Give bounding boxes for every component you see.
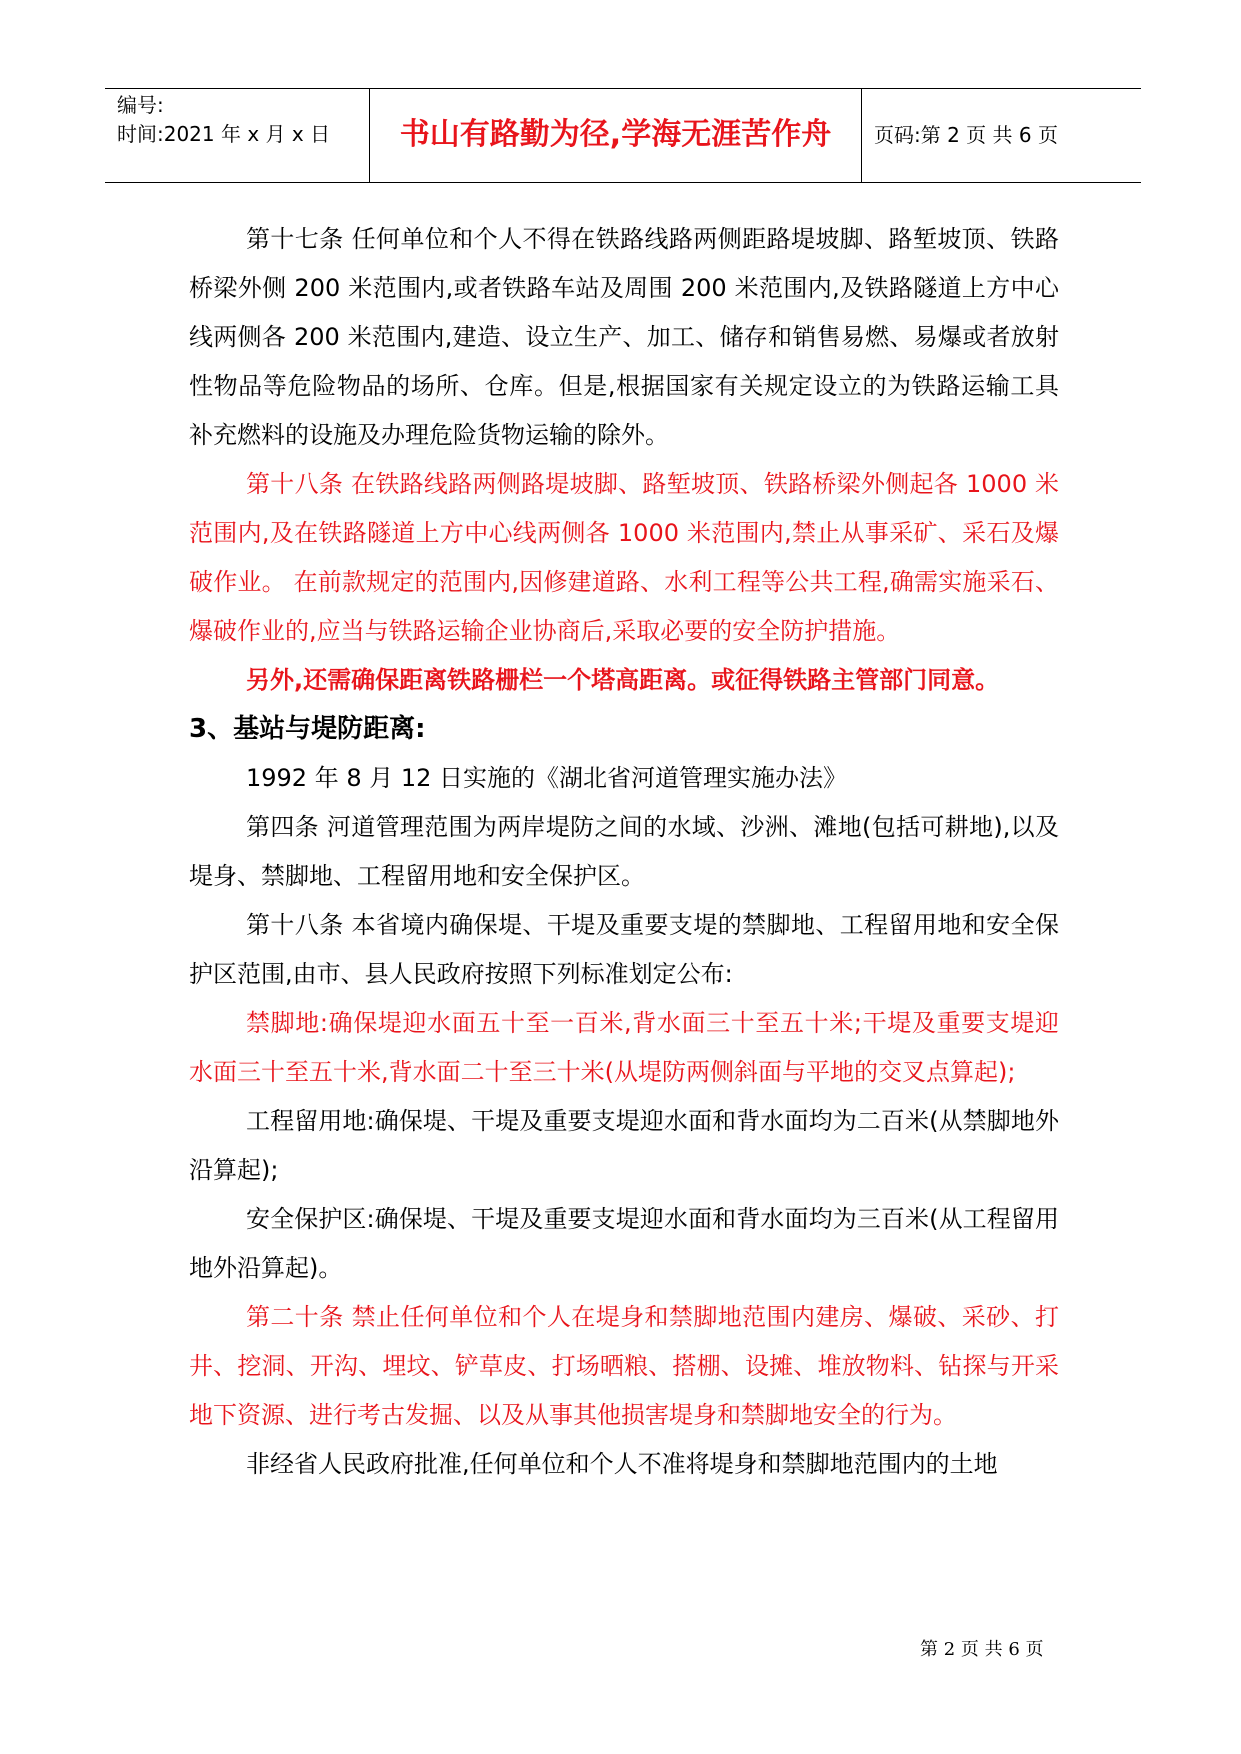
article-17-paragraph: 第十七条 任何单位和个人不得在铁路线路两侧距路堤坡脚、路堑坡顶、铁路桥梁外侧 200 米范围内,或者铁路车站及周围 200 米范围内,及铁路隧道上方中心线两侧各 200 米范围内,建造、设立生产、加工、储存和销售易燃、易爆或者放射性物品等危险物品的场所、仓库。但是,根据国家有关规定设立的为铁路运输工具补充燃料的设施及办理危险货物运输的除外。: [189, 225, 1059, 449]
document-date: 时间:2021 年 x 月 x 日: [117, 122, 331, 146]
document-body: [189, 215, 1059, 1489]
document-number-label: 编号:: [117, 93, 164, 117]
header-page-cell: [862, 89, 1141, 182]
article-20-paragraph: 第二十条 禁止任何单位和个人在堤身和禁脚地范围内建房、爆破、采砂、打井、挖洞、开沟、埋坟、铲草皮、打场晒粮、搭棚、设摊、堆放物料、钻探与开采地下资源、进行考古发掘、以及从事其他损害堤身和禁脚地安全的行为。: [189, 1303, 1059, 1429]
restricted-zone-paragraph: 禁脚地:确保堤迎水面五十至一百米,背水面三十至五十米;干堤及重要支堤迎水面三十至五十米,背水面二十至三十米(从堤防两侧斜面与平地的交叉点算起);: [189, 1009, 1059, 1086]
railway-fence-note: 另外,还需确保距离铁路栅栏一个塔高距离。或征得铁路主管部门同意。: [246, 666, 1000, 694]
header-page-code: 页码:第 2 页 共 6 页: [874, 123, 1058, 147]
article-4-paragraph: 第四条 河道管理范围为两岸堤防之间的水域、沙洲、滩地(包括可耕地),以及堤身、禁脚地、工程留用地和安全保护区。: [189, 813, 1059, 890]
section-heading-embankment: 3、基站与堤防距离:: [189, 714, 426, 744]
regulation-reference: 1992 年 8 月 12 日实施的《湖北省河道管理实施办法》: [246, 764, 848, 792]
approval-paragraph: 非经省人民政府批准,任何单位和个人不准将堤身和禁脚地范围内的土地: [246, 1450, 998, 1478]
page-footer: 第 2 页 共 6 页: [920, 1639, 1044, 1660]
safety-zone-paragraph: 安全保护区:确保堤、干堤及重要支堤迎水面和背水面均为三百米(从工程留用地外沿算起)。: [189, 1205, 1059, 1282]
article-18-railway-paragraph: 第十八条 在铁路线路两侧路堤坡脚、路堑坡顶、铁路桥梁外侧起各 1000 米范围内,及在铁路隧道上方中心线两侧各 1000 米范围内,禁止从事采矿、采石及爆破作业。 在前款规定的范围内,因修建道路、水利工程等公共工程,确需实施采石、爆破作业的,应当与铁路运输企业协商后,采取必要的安全防护措施。: [189, 470, 1059, 645]
header-motto: 书山有路勤为径,学海无涯苦作舟: [399, 117, 832, 152]
header-motto-cell: [370, 89, 862, 182]
article-18-river-paragraph: 第十八条 本省境内确保堤、干堤及重要支堤的禁脚地、工程留用地和安全保护区范围,由市、县人民政府按照下列标准划定公布:: [189, 911, 1059, 988]
page-header: [105, 88, 1141, 183]
engineering-reserve-paragraph: 工程留用地:确保堤、干堤及重要支堤迎水面和背水面均为二百米(从禁脚地外沿算起);: [189, 1107, 1059, 1184]
header-meta-cell: [105, 89, 370, 182]
